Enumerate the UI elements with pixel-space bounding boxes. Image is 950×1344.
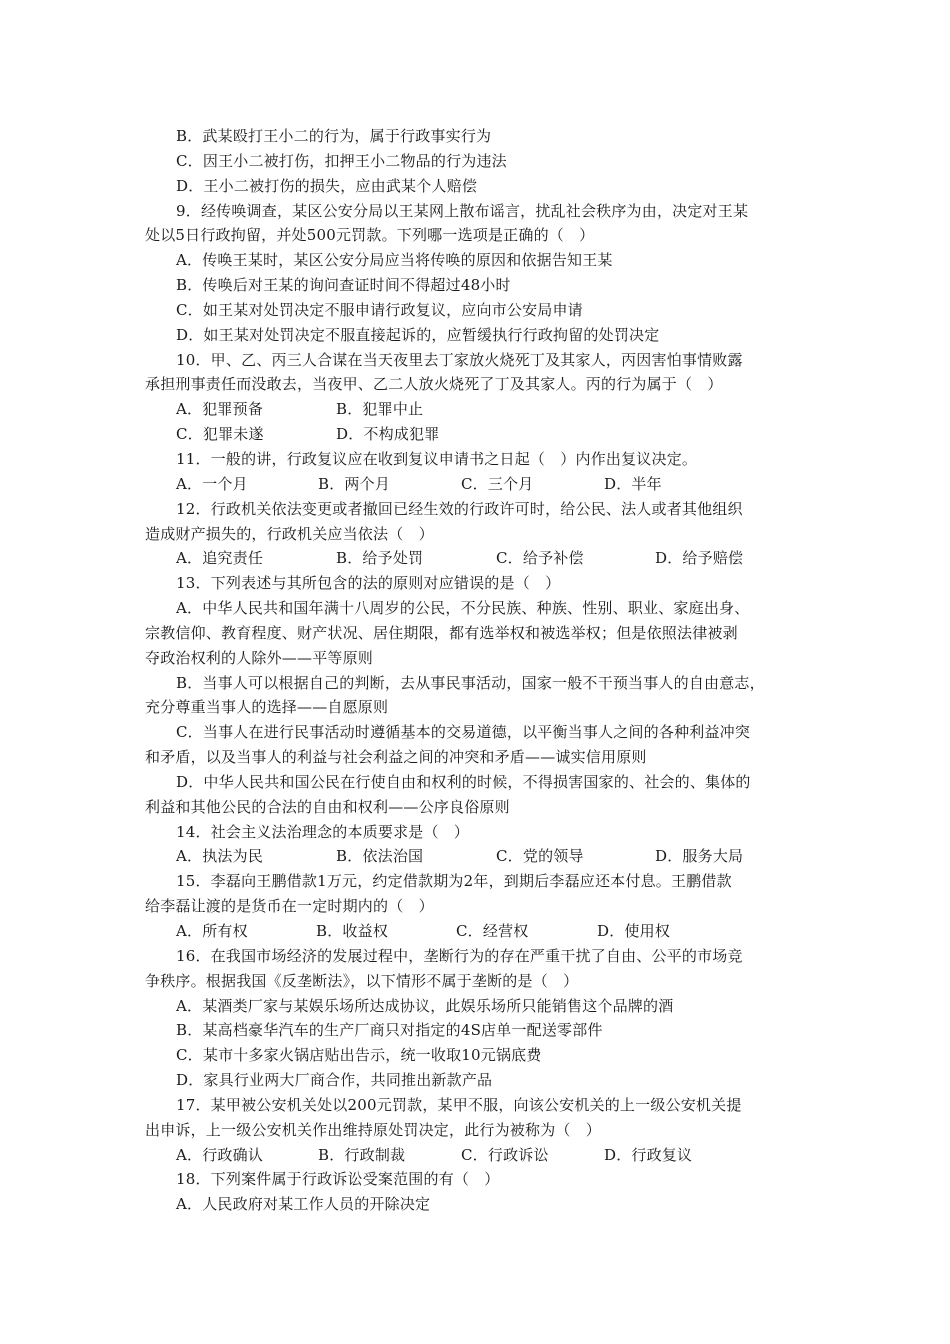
answer-option: C．行政诉讼: [461, 1145, 549, 1164]
paragraph-continuation-line: 宗教信仰、教育程度、财产状况、居住期限，都有选举权和被选举权；但是依照法律被剥: [145, 623, 738, 642]
answer-option: B．依法治国: [336, 847, 424, 866]
answer-option: D．使用权: [597, 922, 671, 940]
answer-option: C．三个月: [461, 474, 534, 493]
answer-option: C．给予补偿: [496, 549, 584, 568]
answer-option: B．犯罪中止: [336, 400, 424, 419]
paragraph-line: C．因王小二被打伤，扣押王小二物品的行为违法: [176, 151, 507, 170]
answer-options-row: [145, 844, 820, 869]
paragraph-line: A．人民政府对某工作人员的开除决定: [176, 1195, 431, 1214]
paragraph-line: C．当事人在进行民事活动时遵循基本的交易道德，以平衡当事人之间的各种利益冲突: [176, 723, 751, 742]
paragraph-line: 17．某甲被公安机关处以200元罚款，某甲不服，向该公安机关的上一级公安机关提: [176, 1095, 742, 1114]
paragraph-line: 12．行政机关依法变更或者撤回已经生效的行政许可时，给公民、法人或者其他组织: [176, 499, 743, 518]
paragraph-line: B．当事人可以根据自己的判断，去从事民事活动，国家一般不干预当事人的自由意志，: [176, 673, 765, 692]
paragraph-line: 13．下列表述与其所包含的法的原则对应错误的是（ ）: [176, 574, 561, 593]
answer-option: D．半年: [604, 474, 662, 493]
answer-option: A．所有权: [176, 922, 248, 940]
answer-option: A．执法为民: [176, 847, 264, 866]
answer-option: C．犯罪未遂: [176, 425, 264, 444]
paragraph-line: 16．在我国市场经济的发展过程中，垄断行为的存在严重干扰了自由、公平的市场竞: [176, 946, 743, 965]
answer-options-row: [145, 546, 820, 571]
paragraph-line: 9．经传唤调查，某区公安分局以王某网上散布谣言，扰乱社会秩序为由，决定对王某: [176, 201, 749, 220]
paragraph-line: D．家具行业两大厂商合作，共同推出新款产品: [176, 1071, 493, 1090]
paragraph-continuation-line: 利益和其他公民的合法的自由和权利——公序良俗原则: [145, 797, 510, 816]
paragraph-line: C．某市十多家火锅店贴出告示，统一收取10元锅底费: [176, 1046, 542, 1065]
answer-option: D．给予赔偿: [655, 549, 744, 568]
answer-options-row: [145, 422, 820, 447]
paragraph-continuation-line: 给李磊让渡的是货币在一定时期内的（ ）: [145, 897, 434, 916]
answer-option: B．收益权: [316, 922, 389, 940]
paragraph-line: B．传唤后对王某的询问查证时间不得超过48小时: [176, 276, 511, 295]
paragraph-line: C．如王某对处罚决定不服申请行政复议，应向市公安局申请: [176, 300, 583, 319]
answer-option: B．两个月: [318, 474, 391, 493]
answer-options-row: [145, 397, 820, 422]
paragraph-line: 18．下列案件属于行政诉讼受案范围的有（ ）: [176, 1170, 500, 1189]
answer-option: C．党的领导: [496, 847, 584, 866]
paragraph-line: A．传唤王某时，某区公安分局应当将传唤的原因和依据告知王某: [176, 251, 613, 270]
answer-option: D．不构成犯罪: [336, 425, 440, 444]
paragraph-continuation-line: 处以5日行政拘留，并处500元罚款。下列哪一选项是正确的（ ）: [145, 226, 595, 245]
paragraph-line: D．王小二被打伤的损失，应由武某个人赔偿: [176, 176, 478, 195]
paragraph-line: A．中华人民共和国年满十八周岁的公民，不分民族、种族、性别、职业、家庭出身、: [176, 599, 750, 618]
paragraph-continuation-line: 充分尊重当事人的选择——自愿原则: [145, 698, 389, 717]
answer-option: B．给予处罚: [336, 549, 424, 568]
paragraph-line: 11．一般的讲，行政复议应在收到复议申请书之日起（ ）内作出复议决定。: [176, 449, 698, 468]
answer-option: A．一个月: [176, 474, 248, 493]
answer-option: A．犯罪预备: [176, 400, 264, 419]
paragraph-continuation-line: 造成财产损失的，行政机关应当依法（ ）: [145, 524, 434, 543]
answer-option: B．行政制裁: [318, 1145, 406, 1164]
answer-options-row: [145, 1143, 820, 1168]
paragraph-line: A．某酒类厂家与某娱乐场所达成协议，此娱乐场所只能销售这个品牌的酒: [176, 996, 674, 1015]
answer-options-row: [145, 472, 820, 497]
paragraph-line: 10．甲、乙、丙三人合谋在当天夜里去丁家放火烧死丁及其家人，丙因害怕事情败露: [176, 350, 743, 369]
answer-option: C．经营权: [456, 922, 529, 940]
paragraph-continuation-line: 争秩序。根据我国《反垄断法》，以下情形不属于垄断的是（ ）: [145, 971, 579, 990]
answer-options-row: [145, 919, 820, 944]
paragraph-line: D．中华人民共和国公民在行使自由和权利的时候，不得损害国家的、社会的、集体的: [176, 772, 751, 791]
paragraph-line: 14．社会主义法治理念的本质要求是（ ）: [176, 822, 470, 841]
paragraph-line: B．武某殴打王小二的行为，属于行政事实行为: [176, 127, 492, 145]
answer-option: D．行政复议: [604, 1145, 693, 1164]
answer-option: A．追究责任: [176, 549, 264, 568]
paragraph-continuation-line: 夺政治权利的人除外——平等原则: [145, 648, 374, 667]
answer-option: D．服务大局: [655, 847, 744, 866]
document-page: [145, 124, 820, 1217]
answer-option: A．行政确认: [176, 1145, 264, 1164]
paragraph-line: B．某高档豪华汽车的生产厂商只对指定的4S店单一配送零部件: [176, 1021, 603, 1040]
paragraph-continuation-line: 出申诉，上一级公安机关作出维持原处罚决定，此行为被称为（ ）: [145, 1120, 602, 1139]
paragraph-continuation-line: 承担刑事责任而没敢去，当夜甲、乙二人放火烧死了丁及其家人。丙的行为属于（ ）: [145, 375, 723, 394]
paragraph-continuation-line: 和矛盾，以及当事人的利益与社会利益之间的冲突和矛盾——诚实信用原则: [145, 748, 647, 767]
paragraph-line: D．如王某对处罚决定不服直接起诉的，应暂缓执行行政拘留的处罚决定: [176, 325, 660, 344]
paragraph-line: 15．李磊向王鹏借款1万元，约定借款期为2年，到期后李磊应还本付息。王鹏借款: [176, 872, 732, 891]
